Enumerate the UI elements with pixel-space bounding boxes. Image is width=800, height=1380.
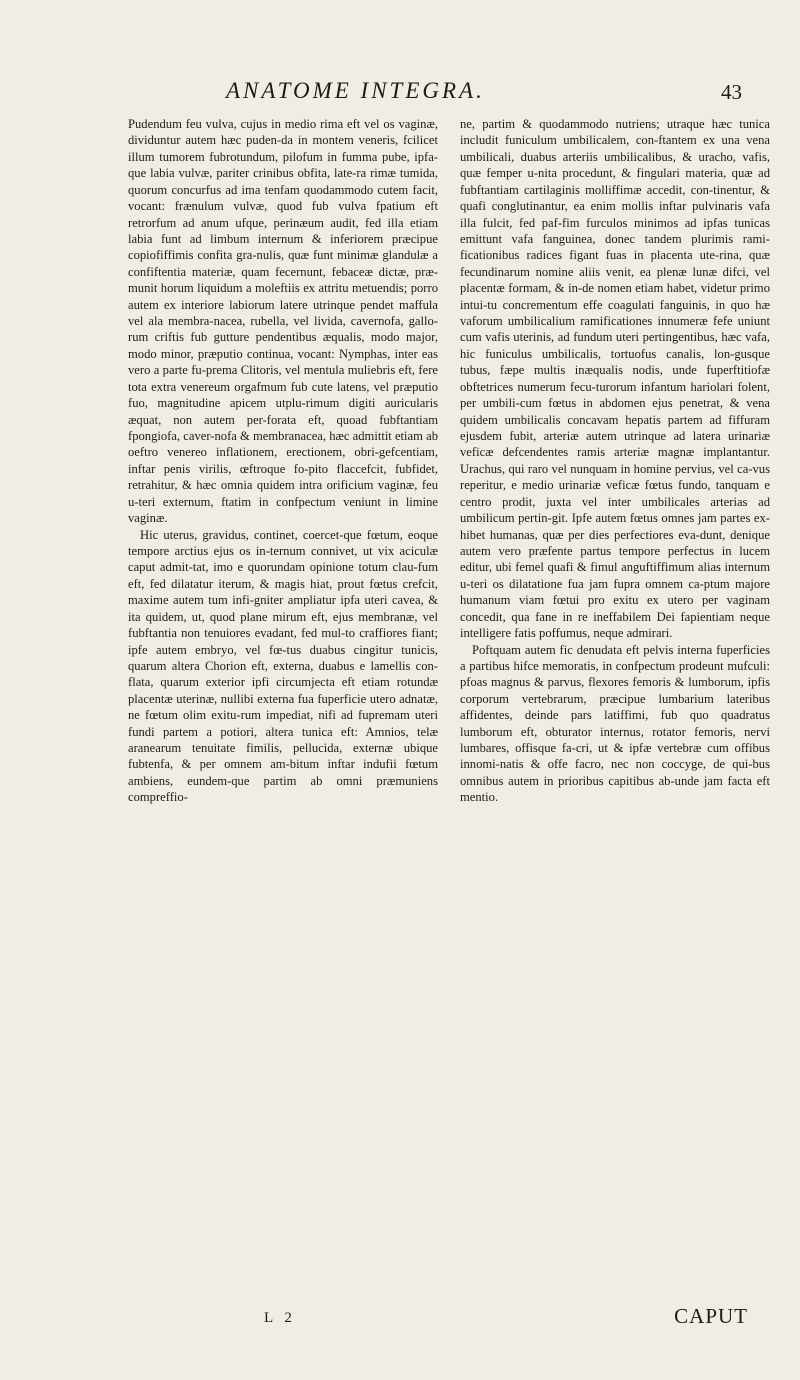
signature-mark: L 2: [264, 1310, 296, 1326]
text-columns: [128, 116, 770, 806]
running-head: ANATOME INTEGRA.: [226, 78, 485, 103]
page-number: 43: [721, 80, 742, 104]
page-header: [130, 78, 770, 108]
paragraph: Pudendum feu vulva, cujus in medio rima eft vel os vaginæ, dividuntur autem hæc puden-da in montem veneris, fcilicet illum tumorem fubrotundum, pilofum in fumma pube, ipfa-que labia vulvæ, pariter crinibus obfita, late-ra rimæ tumida, quorum concurfus ad ima tenfam quodammodo cutem facit, vocant: frænulum vulvæ, quod fub vulva fpatium eft retrorfum ad anum ufque, perinæum audit, fed illa etiam labia funt ad limbum internum & inferiorem præcipue copiofiffimis confita gra-nulis, quæ funt minimæ glandulæ a confiftentia materiæ, quam fecernunt, febaceæ dictæ, præ-munit horum liquidum a moleftiis ex attritu metuendis; porro autem ex interiore labiorum latere utrinque pendet maffula vel ala membra-nacea, rubella, vel livida, cavernofa, gallo-rum criftis fub gutture pendentibus æqualis, modo major, modo minor, præputio continua, vocant: Nymphas, inter eas vero a parte fu-prema Clitoris, vel mentula muliebris eft, fere tota extra venereum orgafmum fub cute latens, vel præputio fuo, magnitudine apicem utplu-rimum digiti auricularis æquat, non autem per-forata eft, quoad fubftantiam fpongiofa, caver-nofa & membranacea, hæc admittit etiam ab oeftro venereo inflationem, erectionem, obri-gefcentiam, inftar penis virilis, œftroque fo-pito flaccefcit, fubfidet, retrahitur, & hæc omnia quidem intra orificium vaginæ, feu u-teri externum, ftatim in confpectum veniunt in limine vaginæ.: [128, 117, 438, 526]
catchword: CAPUT: [674, 1304, 748, 1328]
page-footer: [128, 1304, 770, 1344]
paragraph: Poftquam autem fic denudata eft pelvis interna fuperficies a partibus hifce memoratis, in confpectum prodeunt mufculi: pfoas magnus & parvus, flexores femoris & lumborum, ipfis corporum vertebrarum, præcipue lumbarium lateribus affidentes, deinde pars latiffimi, fub quo quadratus lumborum eft, obturator internus, rotator femoris, nervi lumbares, offisque fa-cri, ut & ipfæ vertebræ cum offibus innomi-natis & offe facro, nec non coccyge, de qui-bus omnibus autem in prioribus capitibus ab-unde jam facta eft mentio.: [460, 642, 770, 805]
paragraph: Hic uterus, gravidus, continet, coercet-que fœtum, eoque tempore arctius ejus os in-ternum connivet, ut vix aciculæ caput admit-tat, imo e quorundam opinione totum clau-fum eft, fed dilatatur iterum, & magis hiat, prout fœtus crefcit, maxime autem tum infi-gniter ampliatur ipfa uteri cavea, & ita quidem, ut, quod plane mirum eft, ejus membranæ, vel fubftantia non tenuiores evadant, fed mul-to craffiores fiant; ipfe autem embryo, vel fœ-tus duabus cingitur tunicis, quarum altera Chorion eft, externa, duabus e lamellis con-flata, quarum exterior ipfi circumjecta eft etiam rotundæ placentæ uterinæ, nullibi externa fua fuperficie utero adnatæ, ne fœtum olim exitu-rum impediat, nifi ad fupremam uteri fundi partem a potiori, altera tunica eft: Amnios, telæ aranearum tenuitate fimilis, pellucida, externæ ubique fubtenfa, & per omnem am-bitum inftar indufii fœtum ambiens, eundem-que partim ab omni præmuniens compreffio-: [128, 527, 438, 805]
paragraph: ne, partim & quodammodo nutriens; utraque hæc tunica includit funiculum umbilicalem, con-ftantem ex una vena umbilicali, duabus arteriis umbilicalibus, & uracho, vafis, quæ femper u-nita procedunt, & fingulari materia, quæ ad fubftantiam cartilaginis molliffimæ accedit, con-tinentur, & quafi conglutinantur, ea enim mollis inftar pulvinaris vafa illa fulcit, fed paf-fim furculos minimos ad ipfas tunicas emittunt vafa fanguinea, donec tandem plurimis rami-ficationibus radices figant fuas in placenta ute-rina, quæ fecundinarum nomine aliis venit, ea plenæ lunæ difci, vel placentæ formam, & in-de nomen etiam habet, videtur primo intui-tu concrementum effe coagulati fanguinis, in quo hæ vaforum umbilicalium ramificationes innumeræ fefe uniunt cum vafis uterinis, ad fundum uteri pertingentibus, hæc vafa, hic funiculus umbilicalis, tortuofus canalis, lon-gusque tubus, fæpe multis inæqualis nodis, unde fuperftitiofæ obftetrices numerum fecu-turorum infantum hariolari folent, per umbili-cum fœtus in abdomen ejus penetrat, & vena quidem umbilicalis concavam hepatis partem ad fiffuram ejusdem fubit, arteriæ autem utrinque ad latera urinariæ veficæ defcendentes ramis arteriæ magnæ implantantur. Urachus, qui raro vel nunquam in homine pervius, vel ca-vus reperitur, e medio urinariæ veficæ fœtus fundo, tanquam e centro prodit, juxta vel inter umbilicales arterias ad umbilicum pertin-git. Ipfe autem fœtus omnes jam partes ex-hibet humanas, quæ per dies perfectiores eva-dunt, denique autem vero præfente partus tempore perfectus in lucem editur, ubi femel quafi & fimul anguftiffimum alias internum u-teri os dilatatione fua jam fupra omnem ca-ptum majore humanum viam fœtui pro exitu ex utero per vaginam concedit, qua fane in re ineffabilem Dei fapientiam neque intelligere fatis poffumus, neque admirari.: [460, 117, 770, 641]
left-column: [128, 116, 438, 806]
right-column: [460, 116, 770, 806]
